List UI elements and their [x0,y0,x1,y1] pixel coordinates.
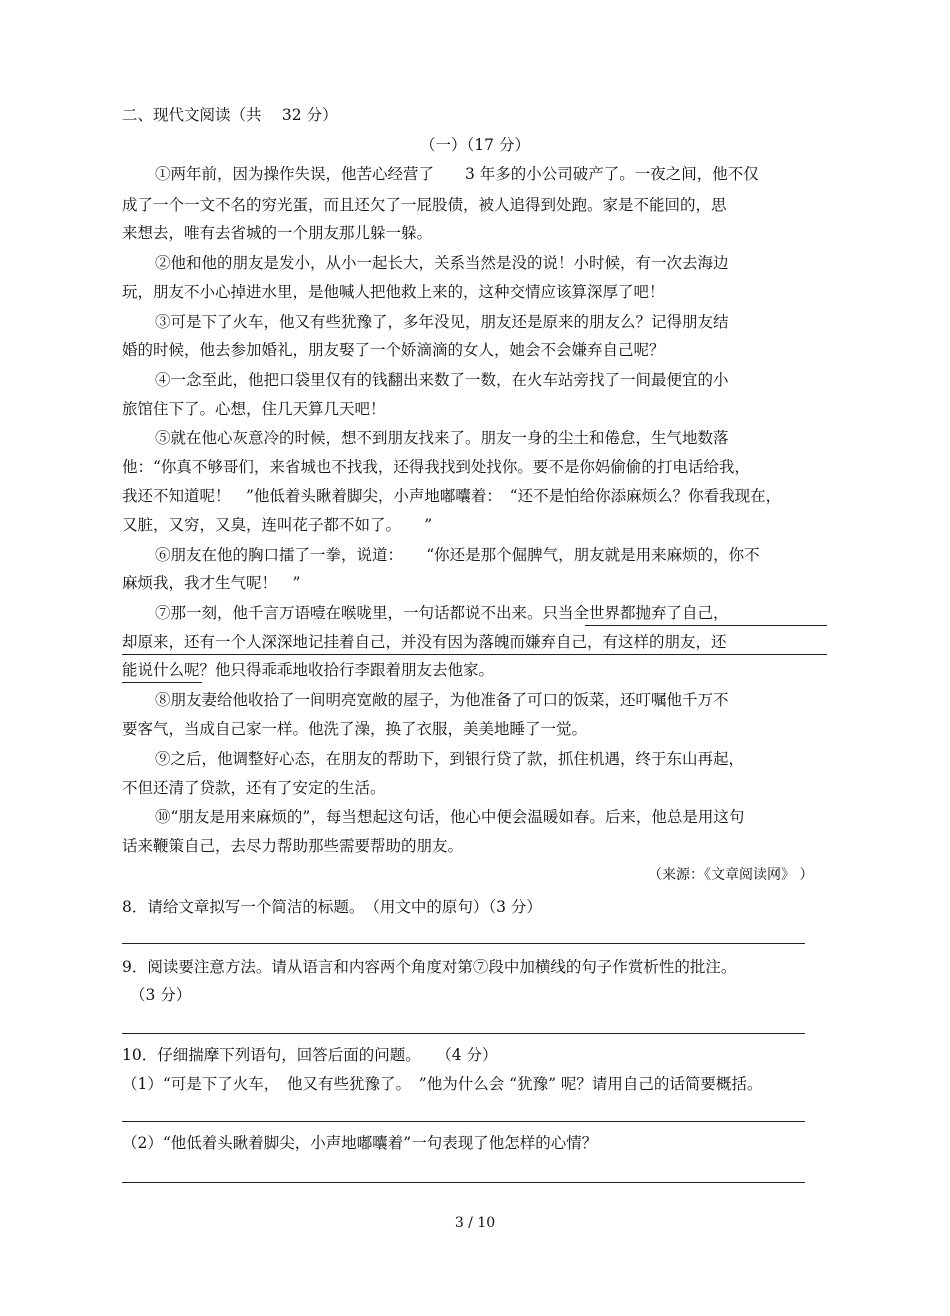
question-8: 8．请给文章拟写一个简洁的标题。 （用文中的原句）（3 分） [122,898,542,916]
annotation-underline [122,682,202,683]
annotation-underline [585,625,827,626]
para-7-line-1: ⑦那一刻，他千言万语噎在喉咙里，一句话都说不出来。只当全世界都抛弃了自己， [155,604,729,622]
question-10-2: （2）“他低着头瞅着脚尖，小声地嘟囔着”一句表现了他怎样的心情？ [122,1134,598,1152]
para-5-line-4: 又脏，又穷，又臭，连叫花子都不如了。 ” [122,516,433,534]
para-4-line-2: 旅馆住下了。心想，住几天算几天吧！ [122,400,386,418]
para-2-line-1: ②他和他的朋友是发小，从小一起长大，关系当然是没的说！小时候，有一次去海边 [155,254,729,272]
para-8-line-2: 要客气，当成自己家一样。他洗了澡，换了衣服，美美地睡了一觉。 [122,720,588,738]
page-number: 3 / 10 [454,1215,496,1231]
para-8-line-1: ⑧朋友妻给他收拾了一间明亮宽敞的屋子，为他准备了可口的饭菜，还叮嘱他千万不 [155,691,729,709]
para-2-line-2: 玩，朋友不小心掉进水里，是他喊人把他救上来的，这种交情应该算深厚了吧！ [122,283,665,301]
para-5-line-3: 我还不知道呢！ ”他低着头瞅着脚尖，小声地嘟囔着： “还不是怕给你添麻烦么？你看我现在， [122,487,782,505]
para-1-line-1: ①两年前，因为操作失误，他苦心经营了 3 年多的小公司破产了。一夜之间，他不仅 [155,165,759,183]
para-10-line-2: 话来鞭策自己，去尽力帮助那些需要帮助的朋友。 [122,837,464,855]
para-5-line-1: ⑤就在他心灰意冷的时候，想不到朋友找来了。朋友一身的尘土和倦怠，生气地数落 [155,429,729,447]
question-10-1: （1）“可是下了火车， 他又有些犹豫了。 ”他为什么会 “犹豫” 呢？请用自己的话简要概括。 [122,1075,763,1093]
para-3-line-2: 婚的时候，他去参加婚礼，朋友娶了一个娇滴滴的女人，她会不会嫌弃自己呢？ [122,341,665,359]
para-10-line-1: ⑩“朋友是用来麻烦的”，每当想起这句话，他心中便会温暖如春。后来，他总是用这句 [155,808,745,826]
para-4-line-1: ④一念至此，他把口袋里仅有的钱翻出来数了一数，在火车站旁找了一间最便宜的小 [155,371,729,389]
para-9-line-1: ⑨之后，他调整好心态，在朋友的帮助下，到银行贷了款，抓住机遇，终于东山再起， [155,750,745,768]
source-note: （来源：《文章阅读网》 ） [648,867,814,883]
answer-line-q9[interactable] [122,1033,805,1034]
para-1-line-3: 来想去，唯有去省城的一个朋友那儿躲一躲。 [122,224,433,242]
para-6-line-2: 麻烦我，我才生气呢！ ” [122,574,301,592]
answer-line-q10-1[interactable] [122,1121,805,1122]
para-6-line-1: ⑥朋友在他的胸口擂了一拳，说道： “你还是那个倔脾气，朋友就是用来麻烦的，你不 [155,546,760,564]
annotation-underline [122,654,827,655]
para-9-line-2: 不但还清了贷款，还有了安定的生活。 [122,779,386,797]
para-5-line-2: 他：“你真不够哥们，来省城也不找我，还得我找到处找你。要不是你妈偷偷的打电话给我， [122,458,750,476]
question-9-points: （3 分） [130,986,192,1004]
sub-title: （一）（17 分） [420,136,530,154]
section-title: 二、现代文阅读（共 32 分） [122,106,338,124]
question-10: 10．仔细揣摩下列语句，回答后面的问题。 （4 分） [122,1046,498,1064]
answer-line-q10-2[interactable] [122,1182,805,1183]
para-3-line-1: ③可是下了火车，他又有些犹豫了，多年没见，朋友还是原来的朋友么？记得朋友结 [155,313,729,331]
para-7-line-2: 却原来，还有一个人深深地记挂着自己，并没有因为落魄而嫌弃自己，有这样的朋友，还 [122,633,727,651]
para-1-line-2: 成了一个一文不名的穷光蛋，而且还欠了一屁股债，被人追得到处跑。家是不能回的，思 [122,196,727,214]
answer-line-q8[interactable] [122,943,805,944]
question-9: 9．阅读要注意方法。请从语言和内容两个角度对第⑦段中加横线的句子作赏析性的批注。 [122,958,737,976]
para-7-line-3: 能说什么呢？他只得乖乖地收拾行李跟着朋友去他家。 [122,661,495,679]
